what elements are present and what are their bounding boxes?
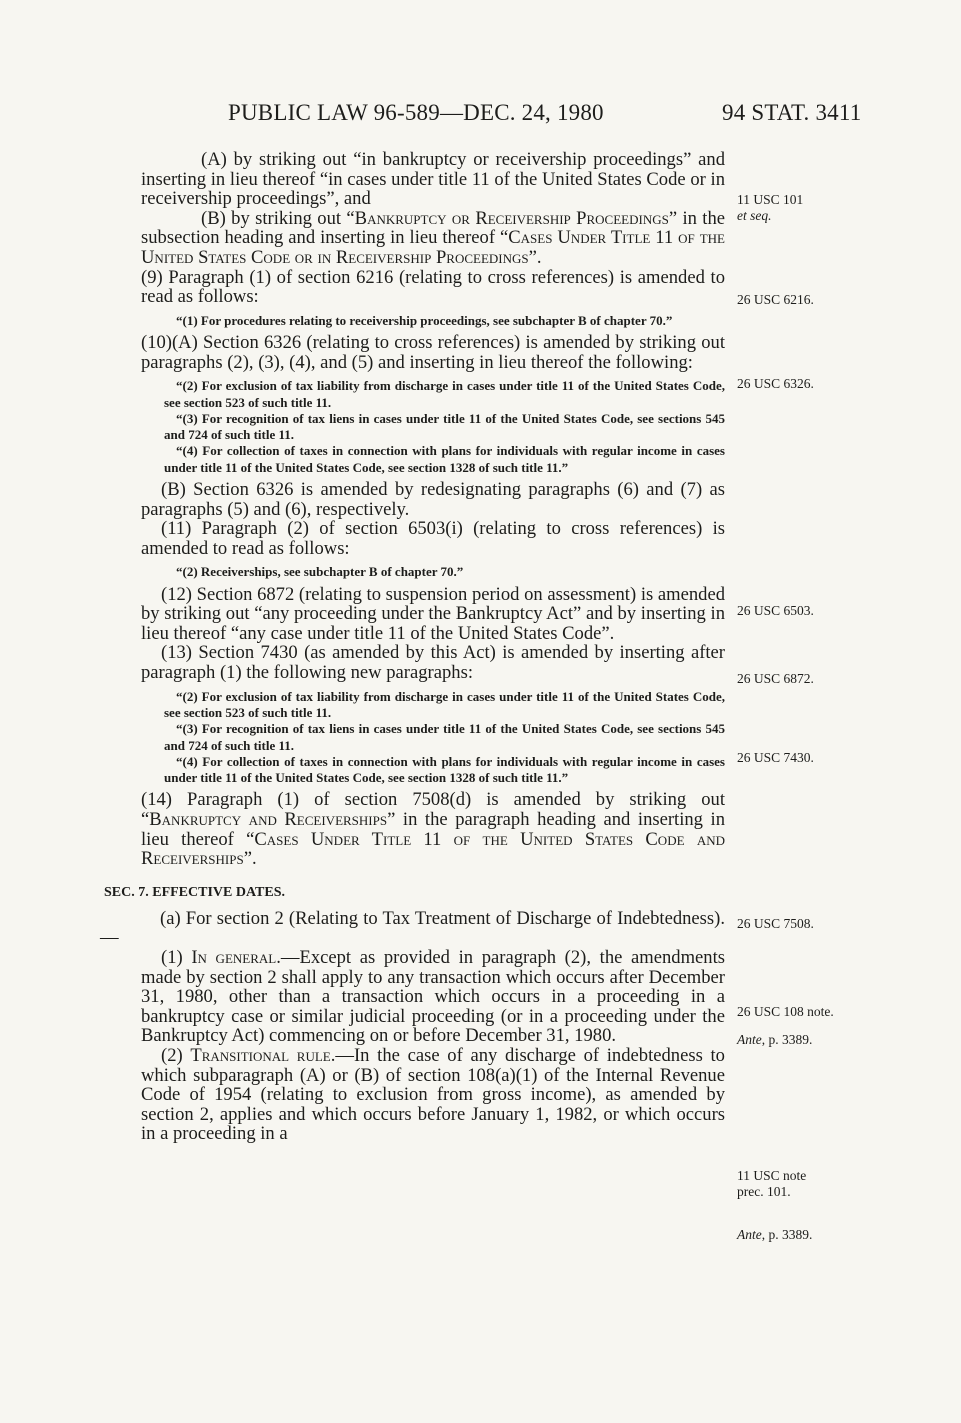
text-run: ”. [243, 848, 257, 870]
paragraph-sec7-2 [100, 1046, 725, 1144]
margin-note-line: 11 USC 101 [737, 192, 804, 207]
running-header-title: PUBLIC LAW 96-589—DEC. 24, 1980 [228, 100, 604, 125]
margin-note-6216: 26 USC 6216. [737, 292, 814, 307]
quoted-paragraph-13-3: “(3) For recognition of tax liens in cases under title 11 of the United States Code, see sections 545 and 724 of such title 11. [164, 721, 725, 753]
text-run: ” in the subsection heading and inserting in lieu thereof “ [141, 207, 725, 249]
margin-note-7508: 26 USC 7508. [737, 916, 814, 931]
margin-note-line: 11 USC note [737, 1168, 807, 1183]
running-header-page: 94 STAT. 3411 [722, 100, 862, 125]
paragraph-12: (12) Section 6872 (relating to suspension period on assessment) is amended by striking out “any proceeding under the Bankruptcy Act” and by inserting in lieu thereof “any case under title 11 of the United States Code”. [141, 583, 725, 644]
margin-note-ante-1 [737, 1032, 812, 1048]
quoted-paragraph-9: “(1) For procedures relating to receivership proceedings, see subchapter B of chapter 70.” [176, 312, 673, 328]
paragraph-b [100, 209, 725, 268]
quoted-paragraph-10-3: “(3) For recognition of tax liens in cases under title 11 of the United States Code, see sections 545 and 724 of such title 11. [164, 410, 725, 443]
paragraph-a: (A) by striking out “in bankruptcy or receivership proceedings” and inserting in lieu thereof “in cases under title 11 of the United States Code or in receivership proceedings”, and [141, 149, 725, 210]
margin-note-ante-2 [737, 1227, 812, 1243]
small-caps-run: Cases Under Title 11 of the United States Code or in Receivership Proceedings [141, 227, 725, 268]
margin-note-line: Ante [737, 1227, 762, 1242]
text-run: (1) [161, 947, 192, 968]
quoted-paragraph-13-4: “(4) For collection of taxes in connection with plans for individuals with regular income in cases under title 11 of the United States Code, see section 1328 of such title 11.” [164, 753, 725, 786]
small-caps-run: Bankruptcy or Receivership Proceedings [354, 207, 669, 229]
small-caps-run: Cases Under Title 11 of the United States Code and Receiverships [141, 828, 725, 870]
paragraph-10b: (B) Section 6326 is amended by redesignating paragraphs (6) and (7) as paragraphs (5) and (6), respectively. [141, 479, 725, 520]
small-caps-run: Bankruptcy and Receiverships [149, 809, 388, 831]
section-heading: SEC. 7. EFFECTIVE DATES. [104, 884, 286, 900]
text-run: .—In the case of any discharge of indebtedness to which subparagraph (A) or (B) of section 108(a)(1) of the Internal Revenue Code of 1954 (relating to exclusion from gross income), as amended by section 2, applies and which occurs before January 1, 1982, or which occurs in a proceeding in a [141, 1044, 725, 1145]
quoted-paragraph-13-2: “(2) For exclusion of tax liability from discharge in cases under title 11 of the United States Code, see section 523 of such title 11. [164, 688, 725, 720]
text-run: (2) [161, 1044, 191, 1066]
text-run: ”. [528, 246, 542, 268]
margin-note-line: et seq. [737, 208, 772, 223]
paragraph-sec7-a: (a) For section 2 (Relating to Tax Treatment of Discharge of Indebtedness).— [100, 907, 725, 949]
text-run: (B) by striking out “ [201, 207, 355, 229]
margin-note-7430: 26 USC 7430. [737, 750, 814, 765]
paragraph-14 [100, 790, 725, 868]
quoted-paragraph-10-4: “(4) For collection of taxes in connection with plans for individuals with regular income in cases under title 11 of the United States Code, see section 1328 of such title 11.” [164, 443, 725, 475]
main-text [100, 150, 725, 1144]
paragraph-9: (9) Paragraph (1) of section 6216 (relating to cross references) is amended to read as follows: [141, 266, 725, 308]
paragraph-13: (13) Section 7430 (as amended by this Act) is amended by inserting after paragraph (1) the following new paragraphs: [141, 642, 725, 684]
margin-note-line: Ante [737, 1032, 762, 1047]
text-run: (14) Paragraph (1) of section 7508(d) is amended by striking out “ [141, 789, 725, 831]
margin-note-6503: 26 USC 6503. [737, 603, 814, 618]
quoted-paragraph-10-2: “(2) For exclusion of tax liability from discharge in cases under title 11 of the United States Code, see section 523 of such title 11. [164, 378, 725, 410]
small-caps-run: In general [191, 947, 277, 968]
margin-note-line: prec. 101. [737, 1184, 791, 1199]
small-caps-run: Transitional rule [190, 1044, 331, 1066]
quoted-paragraph-11: “(2) Receiverships, see subchapter B of chapter 70.” [176, 564, 464, 580]
margin-note-108: 26 USC 108 note. [737, 1004, 834, 1019]
text-run: .—Except as provided in paragraph (2), the amendments made by section 2 shall apply to any transaction which occurs after December 31, 1980, other than a transaction which occurs in a proceeding in a bankruptcy case or similar judicial proceeding (or in a proceeding under the Bankruptcy Act) commencing on or before December 31, 1980. [141, 947, 725, 1047]
margin-note-6326: 26 USC 6326. [737, 376, 814, 391]
margin-note-11usc101 [737, 192, 803, 224]
paragraph-sec7-1 [100, 948, 725, 1046]
text-run: ” in the paragraph heading and inserting in lieu thereof “ [141, 809, 725, 850]
margin-note-11usc-note [737, 1168, 806, 1200]
paragraph-11: (11) Paragraph (2) of section 6503(i) (relating to cross references) is amended to read as follows: [141, 518, 725, 559]
margin-note-line: , p. 3389. [761, 1032, 813, 1047]
margin-note-6872: 26 USC 6872. [737, 671, 814, 686]
paragraph-10a: (10)(A) Section 6326 (relating to cross references) is amended by striking out paragraphs (2), (3), (4), and (5) and inserting in lieu thereof the following: [141, 332, 725, 373]
margin-note-line: , p. 3389. [761, 1227, 813, 1242]
